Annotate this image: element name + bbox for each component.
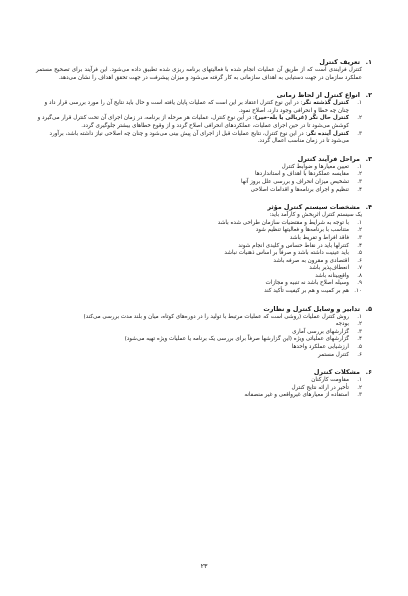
- item-number: ۳.: [357, 392, 362, 399]
- item-text: روش کنترل عملیات (روشی است که عملیات مرتبط با تولید را در دوره‌های کوتاه، میان و بلند مدت بررسی می‌کند): [83, 313, 349, 320]
- item-text: تشخیص میزان انحراف و بررسی علل بروز آنها: [241, 178, 349, 185]
- list-item: [36, 321, 362, 329]
- item-number: ۳.: [357, 130, 362, 137]
- item-body: [36, 344, 349, 352]
- section: [36, 203, 372, 296]
- item-text: استفاده از معیارهای غیرواقعی و غیر منصفانه: [244, 392, 349, 399]
- section-heading: [36, 368, 372, 377]
- section-number: ۶.: [365, 368, 372, 377]
- section-heading: [36, 91, 372, 100]
- item-body: [36, 171, 349, 179]
- item-title: کنترل حال نگر (غربالی یا بله-خیر): [254, 115, 349, 122]
- item-list: [36, 314, 372, 360]
- item-number: ۴.: [357, 336, 362, 343]
- list-item: [36, 336, 362, 344]
- document-body: [36, 58, 372, 400]
- page-number: ۲۳: [200, 562, 208, 570]
- item-body: [36, 220, 349, 228]
- item-title: کنترل آینده نگر: [307, 130, 349, 137]
- item-body: [36, 115, 349, 130]
- list-item: [36, 280, 362, 288]
- item-text: فاقد افراط و تفریط باشد: [289, 234, 349, 241]
- list-item: [36, 179, 362, 187]
- list-item: [36, 220, 362, 228]
- item-body: [36, 235, 349, 243]
- item-body: [36, 288, 349, 296]
- section-title: مشخصات سیستم کنترل مؤثر: [267, 203, 360, 212]
- list-item: [36, 115, 362, 130]
- item-text: تنظیم و اجرای برنامه‌ها و اقدامات اصلاحی: [250, 186, 349, 193]
- list-item: [36, 344, 362, 352]
- item-number: ۴.: [357, 242, 362, 249]
- section: [36, 91, 372, 146]
- section-number: ۱.: [365, 58, 372, 66]
- item-number: ۶.: [357, 351, 362, 358]
- item-text: وسیله اصلاح باشد نه تنبیه و مجازات: [265, 280, 349, 287]
- section-number: ۴.: [365, 203, 372, 212]
- section-heading: [36, 305, 372, 314]
- item-number: ۳.: [357, 234, 362, 241]
- item-list: [36, 377, 372, 400]
- item-number: ۱.: [357, 163, 362, 170]
- item-text: کنترل مستمر: [318, 351, 349, 358]
- section-title: تعریف کنترل: [319, 58, 360, 66]
- list-item: [36, 385, 362, 393]
- section: [36, 305, 372, 360]
- section-title: انواع کنترل از لحاظ زمانی: [276, 91, 360, 100]
- item-body: [36, 392, 349, 400]
- item-text: گزارشهای بررسی آماری: [292, 328, 349, 335]
- item-body: [36, 336, 349, 344]
- item-text: متناسب با برنامه‌ها و فعالیتها تنظیم شود: [255, 227, 349, 234]
- item-text: با توجه به شرایط و مقتضیات سازمان طراحی شده باشد: [217, 219, 349, 226]
- item-number: ۱.: [357, 219, 362, 226]
- item-body: [36, 243, 349, 251]
- item-text: تعیین معیارها و ضوابط کنترل: [281, 163, 349, 170]
- item-list: [36, 100, 372, 146]
- list-item: [36, 131, 362, 146]
- section-title: مشکلات کنترل: [313, 368, 360, 377]
- item-body: [36, 321, 349, 329]
- item-body: [36, 352, 349, 360]
- list-item: [36, 250, 362, 258]
- item-body: [36, 385, 349, 393]
- item-number: ۱۰.: [354, 288, 362, 295]
- item-text: : در این نوع کنترل، نتایج عملیات قبل از اجرای آن پیش بینی می‌شود و چنان چه اصلاحی نیاز داشته باشد، برآورد می‌شود تا در زمان مناسب اعمال گردد.: [49, 130, 349, 145]
- list-item: [36, 273, 362, 281]
- section-heading: [36, 155, 372, 164]
- item-number: ۲.: [357, 321, 362, 328]
- item-number: ۳.: [357, 328, 362, 335]
- item-body: [36, 131, 349, 146]
- list-item: [36, 377, 362, 385]
- item-number: ۲.: [357, 384, 362, 391]
- section-number: ۳.: [365, 154, 372, 163]
- list-item: [36, 100, 362, 115]
- section-title: مراحل فرآیند کنترل: [297, 154, 360, 163]
- item-title: کنترل گذشته نگر: [302, 100, 349, 107]
- item-number: ۴.: [357, 186, 362, 193]
- item-body: [36, 187, 349, 195]
- list-item: [36, 314, 362, 322]
- section-heading: [36, 203, 372, 212]
- item-body: [36, 250, 349, 258]
- list-item: [36, 258, 362, 266]
- item-body: [36, 273, 349, 281]
- item-text: : در این نوع کنترل، عملیات هر مرحله از برنامه، در زمان اجرای آن تحت کنترل قرار می‌گیرد و کوشش می‌شود تا در حین اجرای عملیات، عملکردهای انحرافی اصلاح گردد و از وقوع خطاهای بیشتر جلوگیری گردد.: [37, 115, 349, 129]
- list-item: [36, 288, 362, 296]
- item-text: هم بر کمیت و هم بر کیفیت تأکید کند: [264, 288, 349, 295]
- item-body: [36, 227, 349, 235]
- item-text: بودجه: [335, 321, 349, 328]
- item-text: انعطاف‌پذیر باشد: [309, 265, 349, 272]
- item-text: باید عینیت داشته باشد و صرفاً بر اساس ذهنیات نباشد: [224, 250, 349, 257]
- item-text: کنترلها باید در نقاط حساس و کلیدی انجام شوند: [238, 242, 349, 249]
- item-text: گزارشهای عملیاتی ویژه (این گزارشها صرفاً برای بررسی یک برنامه یا عملیات ویژه تهیه می‌شود): [124, 336, 349, 343]
- item-number: ۹.: [357, 280, 362, 287]
- item-body: [36, 280, 349, 288]
- item-text: واقع‌بینانه باشد: [315, 272, 349, 279]
- item-list: [36, 220, 372, 296]
- item-body: [36, 314, 349, 322]
- item-body: [36, 265, 349, 273]
- item-body: [36, 100, 349, 115]
- item-list: [36, 164, 372, 194]
- item-number: ۱.: [357, 313, 362, 320]
- item-number: ۲.: [357, 227, 362, 234]
- list-item: [36, 265, 362, 273]
- item-text: تأخیر در ارائه نتایج کنترل: [291, 384, 349, 391]
- item-number: ۵.: [357, 250, 362, 257]
- list-item: [36, 227, 362, 235]
- item-text: ارزشیابی عملکرد واحدها: [291, 344, 349, 351]
- item-number: ۱.: [357, 377, 362, 384]
- list-item: [36, 243, 362, 251]
- section-paragraph: کنترل فرایندی است که از طریق آن عملیات انجام شده با فعالیتهای برنامه ریزی شده تطبیق داده می‌شود. این فرآیند برای تصحیح مستمر عملکرد سازمان در جهت دستیابی به اهداف سازمانی به کار گرفته می‌شود و میزان پیشرفت در جهت تحقق اهداف را نشان می‌دهد.: [36, 67, 362, 81]
- section: [36, 368, 372, 400]
- item-text: مقایسه عملکردها با اهداف و استانداردها: [255, 171, 349, 178]
- item-number: ۵.: [357, 344, 362, 351]
- list-item: [36, 171, 362, 179]
- item-number: ۶.: [357, 257, 362, 264]
- item-number: ۱.: [357, 100, 362, 107]
- section-heading: [36, 58, 372, 67]
- item-text: مقاومت کارکنان: [311, 377, 349, 384]
- item-number: ۳.: [357, 178, 362, 185]
- section-intro: یک سیستم کنترل اثربخش و کارآمد باید:: [269, 212, 362, 219]
- item-body: [36, 179, 349, 187]
- section-title: تدابیر و وسایل کنترل و نظارت: [263, 304, 360, 313]
- item-body: [36, 377, 349, 385]
- list-item: [36, 187, 362, 195]
- list-item: [36, 352, 362, 360]
- item-text: : در این نوع کنترل اعتقاد بر این است که عملیات پایان یافته است و حال باید نتایج آن را مورد بررسی قرار داد و چنان چه خطا و انحرافی وجود دارد، اصلاح نمود.: [44, 100, 349, 114]
- item-number: ۲.: [357, 171, 362, 178]
- section-number: ۲.: [365, 91, 372, 100]
- item-body: [36, 258, 349, 266]
- item-number: ۸.: [357, 272, 362, 279]
- item-text: اقتصادی و مقرون به صرفه باشد: [273, 257, 349, 264]
- list-item: [36, 392, 362, 400]
- list-item: [36, 235, 362, 243]
- item-number: ۷.: [357, 265, 362, 272]
- item-number: ۲.: [357, 115, 362, 122]
- section-number: ۵.: [365, 304, 372, 313]
- section: [36, 58, 372, 82]
- section: [36, 155, 372, 194]
